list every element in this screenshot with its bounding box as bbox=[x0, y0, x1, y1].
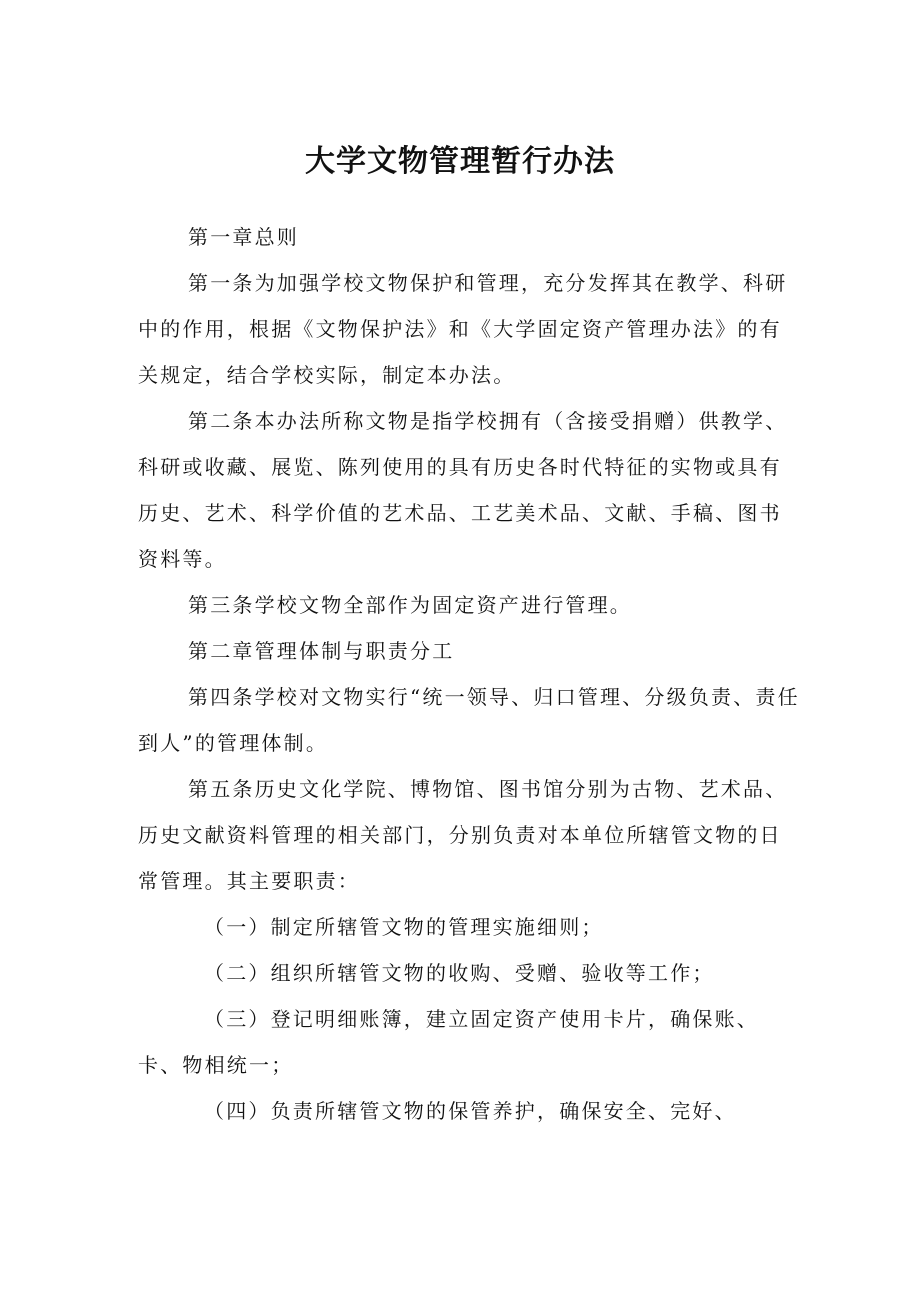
list-item: （一）制定所辖管文物的管理实施细则； bbox=[204, 915, 604, 939]
document-title: 大学文物管理暂行办法 bbox=[305, 144, 615, 179]
article-paragraph: 第五条历史文化学院、博物馆、图书馆分别为古物、艺术品、历史文献资料管理的相关部门，分别负责对本单位所辖管文物的日常管理。其主要职责： bbox=[138, 777, 788, 893]
article-paragraph: 第一条为加强学校文物保护和管理，充分发挥其在教学、科研中的作用，根据《文物保护法》和《大学固定资产管理办法》的有关规定，结合学校实际，制定本办法。 bbox=[138, 271, 788, 387]
chapter-heading: 第二章管理体制与职责分工 bbox=[188, 639, 455, 663]
chapter-heading: 第一章总则 bbox=[188, 225, 299, 249]
article-paragraph: 第四条学校对文物实行“统一领导、归口管理、分级负责、责任到人”的管理体制。 bbox=[138, 685, 800, 755]
document-body bbox=[138, 214, 802, 1134]
article-paragraph: 第二条本办法所称文物是指学校拥有（含接受捐赠）供教学、科研或收藏、展览、陈列使用的具有历史各时代特征的实物或具有历史、艺术、科学价值的艺术品、工艺美术品、文献、手稿、图书资料等。 bbox=[138, 409, 788, 571]
list-item: （二）组织所辖管文物的收购、受赠、验收等工作； bbox=[204, 961, 715, 985]
list-item: （四）负责所辖管文物的保管养护，确保安全、完好、 bbox=[204, 1099, 737, 1123]
article-paragraph: 第三条学校文物全部作为固定资产进行管理。 bbox=[188, 593, 632, 617]
list-item: （三）登记明细账簿，建立固定资产使用卡片，确保账、卡、物相统一； bbox=[138, 1007, 759, 1077]
